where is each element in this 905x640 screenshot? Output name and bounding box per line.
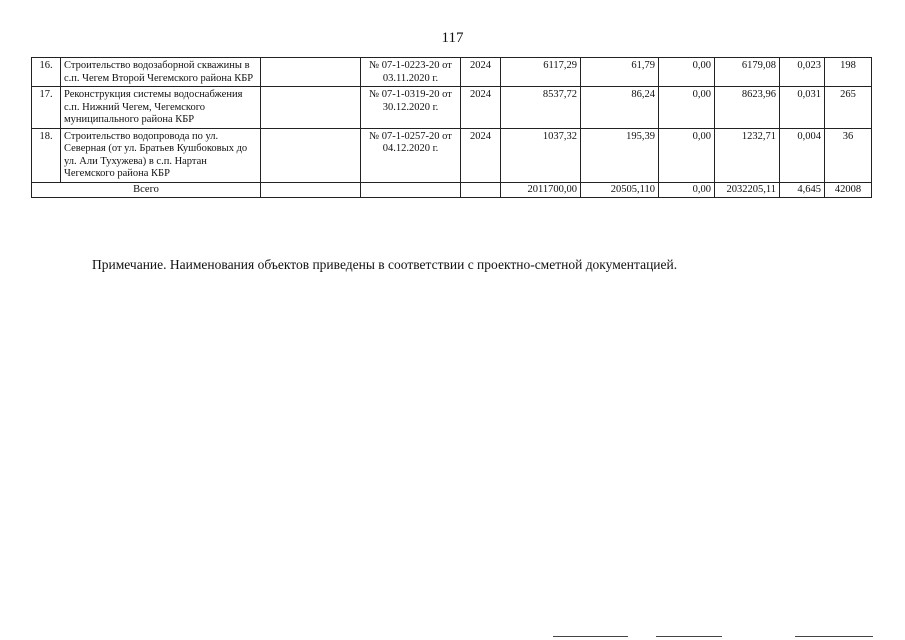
document-reference: № 07-1-0319-20 от 30.12.2020 г.	[361, 87, 461, 129]
value-cell-1: 1037,32	[501, 128, 581, 182]
total-row	[32, 182, 872, 198]
value-cell-6: 265	[825, 87, 872, 129]
year-cell: 2024	[461, 58, 501, 87]
total-value-6: 42008	[825, 182, 872, 198]
row-number: 17.	[32, 87, 61, 129]
value-cell-3: 0,00	[659, 87, 715, 129]
value-cell-5: 0,023	[780, 58, 825, 87]
scan-mark	[656, 636, 722, 637]
total-value-2: 20505,110	[581, 182, 659, 198]
table-row	[32, 128, 872, 182]
table-row	[32, 87, 872, 129]
scan-mark	[795, 636, 873, 637]
empty-cell	[261, 58, 361, 87]
value-cell-1: 6117,29	[501, 58, 581, 87]
value-cell-4: 6179,08	[715, 58, 780, 87]
value-cell-1: 8537,72	[501, 87, 581, 129]
page-number: 117	[441, 30, 464, 46]
scan-mark	[553, 636, 628, 637]
object-name: Строительство водопровода по ул. Северная (от ул. Братьев Кушбоковых до ул. Али Тухужева) в с.п. Нартан Чегемского района КБР	[61, 128, 261, 182]
document-reference: № 07-1-0223-20 от 03.11.2020 г.	[361, 58, 461, 87]
year-cell: 2024	[461, 87, 501, 129]
value-cell-6: 198	[825, 58, 872, 87]
empty-cell	[261, 182, 361, 198]
year-cell: 2024	[461, 128, 501, 182]
table-row	[32, 58, 872, 87]
value-cell-3: 0,00	[659, 128, 715, 182]
objects-table	[31, 57, 872, 198]
document-reference: № 07-1-0257-20 от 04.12.2020 г.	[361, 128, 461, 182]
value-cell-4: 1232,71	[715, 128, 780, 182]
row-number: 16.	[32, 58, 61, 87]
total-value-1: 2011700,00	[501, 182, 581, 198]
object-name: Реконструкция системы водоснабжения с.п. Нижний Чегем, Чегемского муниципального района КБР	[61, 87, 261, 129]
footnote: Примечание. Наименования объектов приведены в соответствии с проектно-сметной документацией.	[92, 257, 678, 272]
empty-cell	[461, 182, 501, 198]
empty-cell	[361, 182, 461, 198]
empty-cell	[261, 128, 361, 182]
value-cell-5: 0,004	[780, 128, 825, 182]
total-value-3: 0,00	[659, 182, 715, 198]
total-value-4: 2032205,11	[715, 182, 780, 198]
empty-cell	[261, 87, 361, 129]
value-cell-2: 61,79	[581, 58, 659, 87]
object-name: Строительство водозаборной скважины в с.п. Чегем Второй Чегемского района КБР	[61, 58, 261, 87]
value-cell-6: 36	[825, 128, 872, 182]
row-number: 18.	[32, 128, 61, 182]
value-cell-5: 0,031	[780, 87, 825, 129]
value-cell-4: 8623,96	[715, 87, 780, 129]
total-value-5: 4,645	[780, 182, 825, 198]
value-cell-3: 0,00	[659, 58, 715, 87]
value-cell-2: 195,39	[581, 128, 659, 182]
value-cell-2: 86,24	[581, 87, 659, 129]
total-label: Всего	[32, 182, 261, 198]
